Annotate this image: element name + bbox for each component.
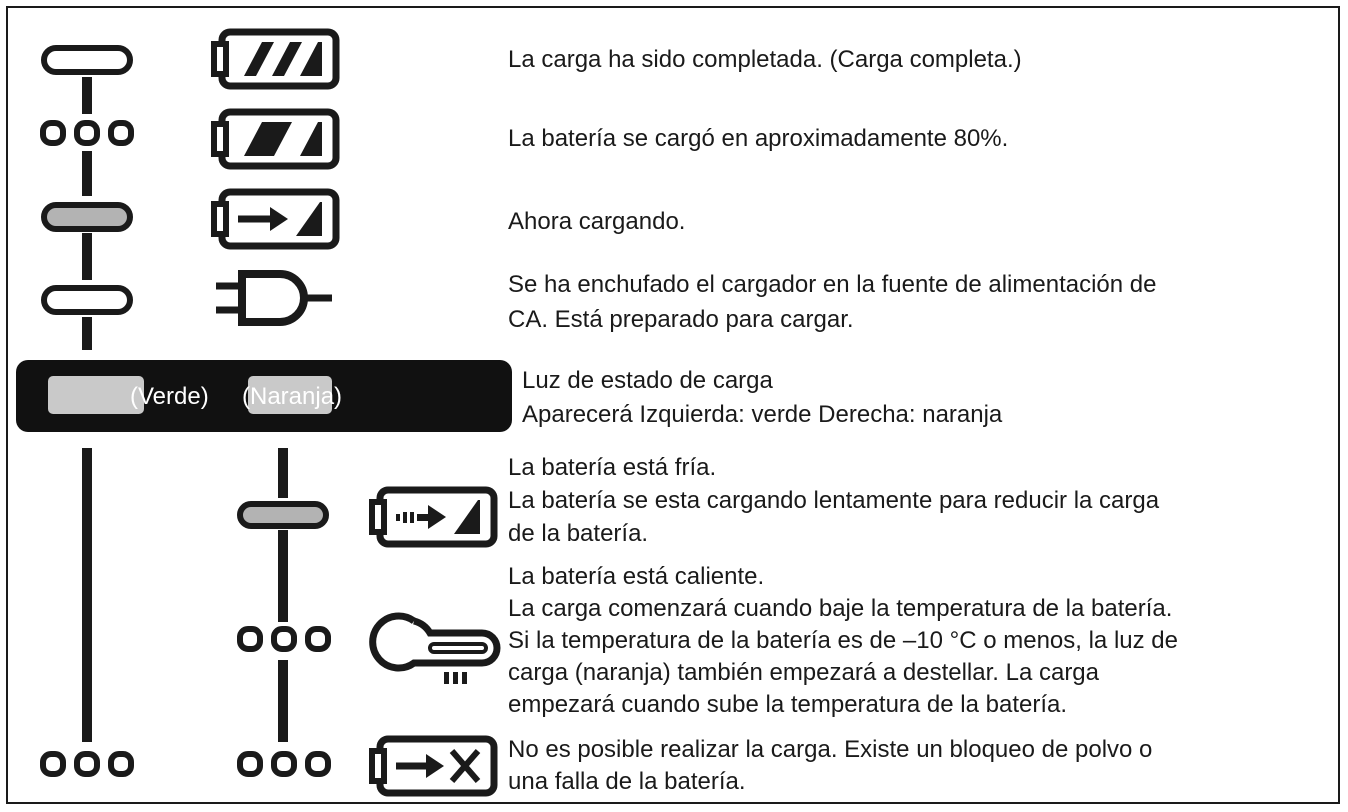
plug-icon (216, 274, 332, 322)
status-description-line: Se ha enchufado el cargador en la fuente de alimentación de (508, 271, 1157, 298)
status-description-line: CA. Está preparado para cargar. (508, 306, 854, 333)
orange-light-label: (Naranja) (242, 383, 343, 410)
status-description-line: La batería está caliente. (508, 563, 765, 590)
status-description-line: La batería está fría. (508, 454, 717, 481)
battery-error-icon (372, 739, 494, 793)
legend-subtitle: Aparecerá Izquierda: verde Derecha: naranja (522, 401, 1003, 428)
legend-title: Luz de estado de carga (522, 367, 773, 394)
lamp-steady-gray (240, 504, 326, 526)
status-description-line: empezará cuando sube la temperatura de la batería. (508, 691, 1068, 718)
status-description-line: La batería se esta cargando lentamente para reducir la carga (508, 487, 1160, 514)
status-description: La carga ha sido completada. (Carga completa.) (508, 46, 1022, 73)
lamp-blinking (240, 754, 328, 774)
battery-full-icon (214, 32, 336, 86)
status-description-line: No es posible realizar la carga. Existe un bloqueo de polvo o (508, 736, 1153, 763)
lamp-blinking (240, 629, 328, 649)
battery-80-icon (214, 112, 336, 166)
battery-slow-charge-icon (372, 490, 494, 544)
status-description: Ahora cargando. (508, 208, 686, 235)
lamp-blinking (43, 123, 131, 143)
green-light-label: (Verde) (130, 383, 209, 410)
battery-charging-icon (214, 192, 336, 246)
status-description-line: una falla de la batería. (508, 768, 746, 795)
lamp-blinking (43, 754, 131, 774)
lamp-steady-white (44, 288, 130, 312)
thermometer-icon (373, 616, 497, 684)
status-light-legend (16, 360, 512, 432)
status-description-line: Si la temperatura de la batería es de –10 °C o menos, la luz de (508, 627, 1178, 654)
lamp-steady-gray (44, 205, 130, 229)
status-description-line: de la batería. (508, 520, 649, 547)
lamp-steady-white (44, 48, 130, 72)
status-description: La batería se cargó en aproximadamente 80%. (508, 125, 1009, 152)
status-description-line: La carga comenzará cuando baje la temperatura de la batería. (508, 595, 1173, 622)
status-description-line: carga (naranja) también empezará a destellar. La carga (508, 659, 1099, 686)
